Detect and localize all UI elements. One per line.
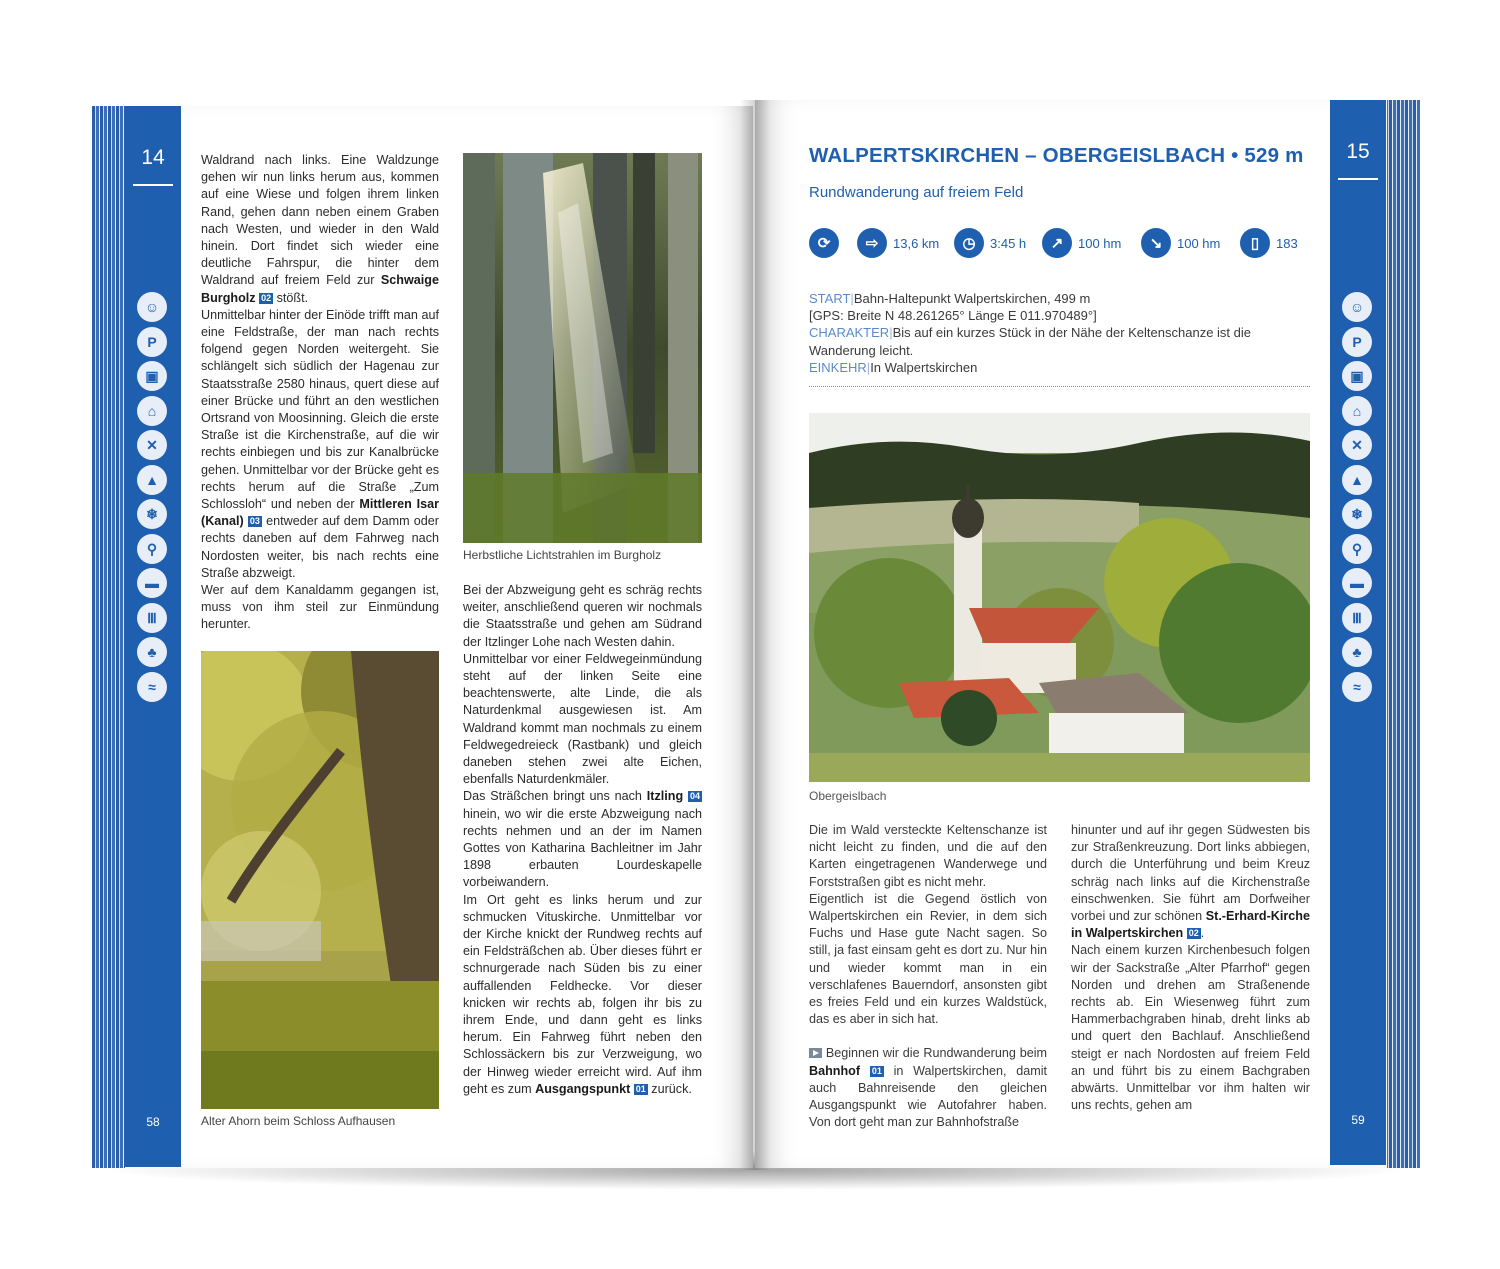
bus-icon: ▣ <box>137 361 167 391</box>
waypoint-name: Mittleren Isar (Kanal) <box>201 497 440 529</box>
photo-caption-maple: Alter Ahorn beim Schloss Aufhausen <box>201 1114 396 1128</box>
left-column-2-text: Bei der Abzweigung geht es schräg rechts weiter, anschließend queren wir nochmals die Staatsstraße und gehen am Südrand der Itzlinger Lohe nach Westen dahin. Unmittelbar vor einer Feldwegeinmündung steht auf der linken Seite eine beachtenswerte, alte Linde, die als Naturdenkmal ausgewiesen ist. Am Waldrand kommt man nochmals zu einem Feldwegedreieck (Rastbank) und gleich daneben stehen zwei alte Eichen, ebenfalls Naturdenkmäler. Das Sträßchen bringt uns nach Itzling 04 hinein, wo wir die erste Abzweigung nach rechts nehmen und an der im Namen Gottes von Katharina Bachleitner im Jahr 1898 erbauten Lourdeskapelle vorbeiwandern. Im Ort geht es links herum und zur schmucken Vituskirche. Unmittelbar vor der Kirche knickt der Rundweg rechts auf ein Feldsträßchen ab. Über dieses führt er schnurgerade nach Süden bis zu einer auffallenden Feldhecke. Vor dieser knicken wir rechts ab, folgen ihr bis zu ihrem Ende, und dann geht es links herum. Ein Fahrweg führt neben den Schlossäckern bis zur Verzweigung, wo der Hinweg wieder erreicht wird. Auf ihm geht es zum Ausgangspunkt 01 zurück. <box>463 583 702 1096</box>
right-sidebar <box>1330 100 1386 1165</box>
signpost-icon: ⇨ <box>857 228 887 258</box>
route-subtitle: Rundwanderung auf freiem Feld <box>809 184 1024 201</box>
restaurant-icon: ✕ <box>1342 430 1372 460</box>
start-arrow-icon <box>809 1048 822 1058</box>
route-title: WALPERTSKIRCHEN – OBERGEISLBACH • 529 m <box>809 144 1304 167</box>
divider <box>133 184 173 186</box>
waypoint-badge: 02 <box>1188 928 1199 939</box>
distance-value: 13,6 km <box>893 235 940 251</box>
waypoint-name: Ausgangspunkt <box>535 1081 631 1096</box>
stat-duration <box>954 228 1026 258</box>
start-line: START|Bahn-Haltepunkt Walpertskirchen, 499 m <box>809 291 1091 306</box>
swimming-icon: ≈ <box>137 672 167 702</box>
route-stats <box>809 228 1309 262</box>
descent-value: 100 hm <box>1177 235 1221 251</box>
divider <box>1338 178 1378 180</box>
character-label: CHARAKTER <box>809 325 890 341</box>
ascent-arrow-icon: ↗ <box>1042 228 1072 258</box>
page-ref-value: 183 <box>1276 235 1298 251</box>
cable-car-icon: ⌂ <box>137 396 167 426</box>
accommodation-icon: ▬ <box>1342 568 1372 598</box>
waypoint-name: St.-Erhard-Kirche in Walpertskirchen <box>1071 909 1310 941</box>
page-number: 59 <box>1351 1113 1365 1127</box>
parking-icon: P <box>137 327 167 357</box>
ascent-value: 100 hm <box>1078 235 1122 251</box>
forest-icon: ♣ <box>137 637 167 667</box>
bicycle-icon: ⚲ <box>1342 534 1372 564</box>
book-gutter <box>740 100 770 1170</box>
winter-icon: ❄ <box>1342 499 1372 529</box>
right-column-1-text: Die im Wald versteckte Keltenschanze ist nicht leicht zu finden, und die auf den Karten eingetragenen Wanderwege und Forststraßen gibt es nicht mehr. Eigentlich ist die Gegend östlich von Walpertskirchen ein Revier, in dem sich Fuchs und Hase gute Nacht sagen. So still, ja fast einsam geht es dort zu. Nur hin und wieder kommt man in ein verschlafenes Bauerndorf, ansonsten gibt es freies Feld und ein kurzes Waldstück, das es aber in sich hat. Beginnen wir die Rundwanderung beim Bahnhof 01 in Walpertskirchen, damit auch Bahnreisende den gleichen Ausgangspunkt wie Autofahrer haben. Von dort geht man zur Bahnhofstraße <box>809 823 1047 1130</box>
photo-caption-forest: Herbstliche Lichtstrahlen im Burgholz <box>463 548 662 562</box>
waypoint-name: Itzling <box>646 789 684 804</box>
chapter-number: 14 <box>141 146 165 169</box>
photo-forest-light-rays <box>463 153 702 543</box>
waypoint-name: Schwaige Burgholz <box>201 273 439 305</box>
right-page-edges <box>1384 100 1420 1168</box>
waypoint-badge: 04 <box>690 791 701 802</box>
stat-page-ref <box>1240 228 1298 258</box>
einkehr-line: EINKEHR|In Walpertskirchen <box>809 359 978 375</box>
clock-icon: ◷ <box>954 228 984 258</box>
duration-value: 3:45 h <box>990 235 1027 251</box>
character-value: Bis auf ein kurzes Stück in der Nähe der Keltenschanze ist die Wanderung leicht. <box>809 325 1251 358</box>
einkehr-label: EINKEHR <box>809 359 867 375</box>
left-column-1-text: Waldrand nach links. Eine Waldzunge gehen wir nun links herum aus, kommen auf eine Wiese und folgen ihrem linken Rand, gehen dann neben einem Graben nach Westen, und wieder in den Wald hinein. Dort findet sich wieder eine deutliche Fahrspur, die hinter dem Waldrand auf freiem Feld zur Schwaige Burgholz 02 stößt. Unmittelbar hinter der Einöde trifft man auf eine Feldstraße, der man nach rechts folgend gegen Norden weitergeht. Sie schlängelt sich südlich der Hagenau zur Staatsstraße 2580 hinaus, quert diese auf einer Brücke und führt an den westlichen Ortsrand von Moosinning. Gleich die erste Straße ist die Kirchenstraße, auf die wir rechts einbiegen und bis zur Kanalbrücke gehen. Unmittelbar vor der Brücke geht es rechts herum auf die Straße „Zum Schlossloh“ und neben der Mittleren Isar (Kanal) 03 entweder auf dem Damm oder rechts daneben auf dem Fahrweg nach Nordosten weiter, bis nach rechts eine Straße abzweigt. Wer auf dem Kanaldamm gegangen ist, muss von ihm steil zur Einmündung herunter. <box>201 153 440 632</box>
summit-icon: ▲ <box>1342 465 1372 495</box>
waypoint-badge: 03 <box>249 516 260 527</box>
cable-car-icon: ⌂ <box>1342 396 1372 426</box>
page-number: 58 <box>146 1115 160 1129</box>
bus-icon: ▣ <box>1342 361 1372 391</box>
waypoint-badge: 02 <box>261 292 272 303</box>
route-info <box>809 290 1314 376</box>
stat-descent <box>1141 228 1220 258</box>
forest-icon: ♣ <box>1342 637 1372 667</box>
left-sidebar <box>125 106 181 1167</box>
parking-icon: P <box>1342 327 1372 357</box>
character-line: CHARAKTER|Bis auf ein kurzes Stück in der Nähe der Keltenschanze ist die Wanderung leicht. <box>809 325 1251 358</box>
bicycle-icon: ⚲ <box>137 534 167 564</box>
photo-caption-obergeislbach: Obergeislbach <box>809 789 887 803</box>
museum-icon: Ⅲ <box>1342 603 1372 633</box>
winter-icon: ❄ <box>137 499 167 529</box>
page-reference-icon: ▯ <box>1240 228 1270 258</box>
summit-icon: ▲ <box>137 465 167 495</box>
descent-arrow-icon: ↘ <box>1141 228 1171 258</box>
accommodation-icon: ▬ <box>137 568 167 598</box>
waypoint-name: Bahnhof <box>809 1063 861 1078</box>
museum-icon: Ⅲ <box>137 603 167 633</box>
gps-line: [GPS: Breite N 48.261265° Länge E 011.970489°] <box>809 308 1097 324</box>
right-column-2-text: hinunter und auf ihr gegen Südwesten bis zur Straßenkreuzung. Dort links abbiegen, durch die Unterführung und beim Kreuz schräg nach links auf die Kirchenstraße einschwenken. Sie führt am Dorfweiher vorbei und zur schönen St.-Erhard-Kirche in Walpertskirchen 02 . Nach einem kurzen Kirchenbesuch folgen wir der Sackstraße „Alter Pfarrhof“ gegen Norden und drehen am Straßenende rechts ab. Ein Wiesenweg führt zum Hammerbachgraben hinab, dreht links ab und quert den Bachlauf. Anschließend steigt er nach Nordosten auf freiem Feld an und führt bis zu einem Bachgraben abwärts. Unmittelbar vor ihm halten wir uns rechts, gehen am <box>1071 823 1310 1113</box>
photo-maple-tree <box>201 651 439 1109</box>
stat-circular <box>809 228 839 258</box>
waypoint-badge: 01 <box>871 1065 882 1076</box>
stat-ascent <box>1042 228 1121 258</box>
swimming-icon: ≈ <box>1342 672 1372 702</box>
waypoint-badge: 01 <box>635 1083 646 1094</box>
category-icons <box>137 292 169 706</box>
chapter-number: 15 <box>1346 140 1370 163</box>
start-label: START <box>809 291 851 306</box>
child-friendly-icon: ☺ <box>137 292 167 322</box>
restaurant-icon: ✕ <box>137 430 167 460</box>
photo-obergeislbach <box>809 413 1310 782</box>
circular-route-icon: ⟳ <box>809 228 839 258</box>
start-value: Bahn-Haltepunkt Walpertskirchen, 499 m <box>853 291 1091 306</box>
category-icons <box>1342 292 1374 706</box>
dotted-divider <box>809 386 1310 387</box>
stat-distance <box>857 228 939 258</box>
einkehr-value: In Walpertskirchen <box>870 359 978 375</box>
child-friendly-icon: ☺ <box>1342 292 1372 322</box>
